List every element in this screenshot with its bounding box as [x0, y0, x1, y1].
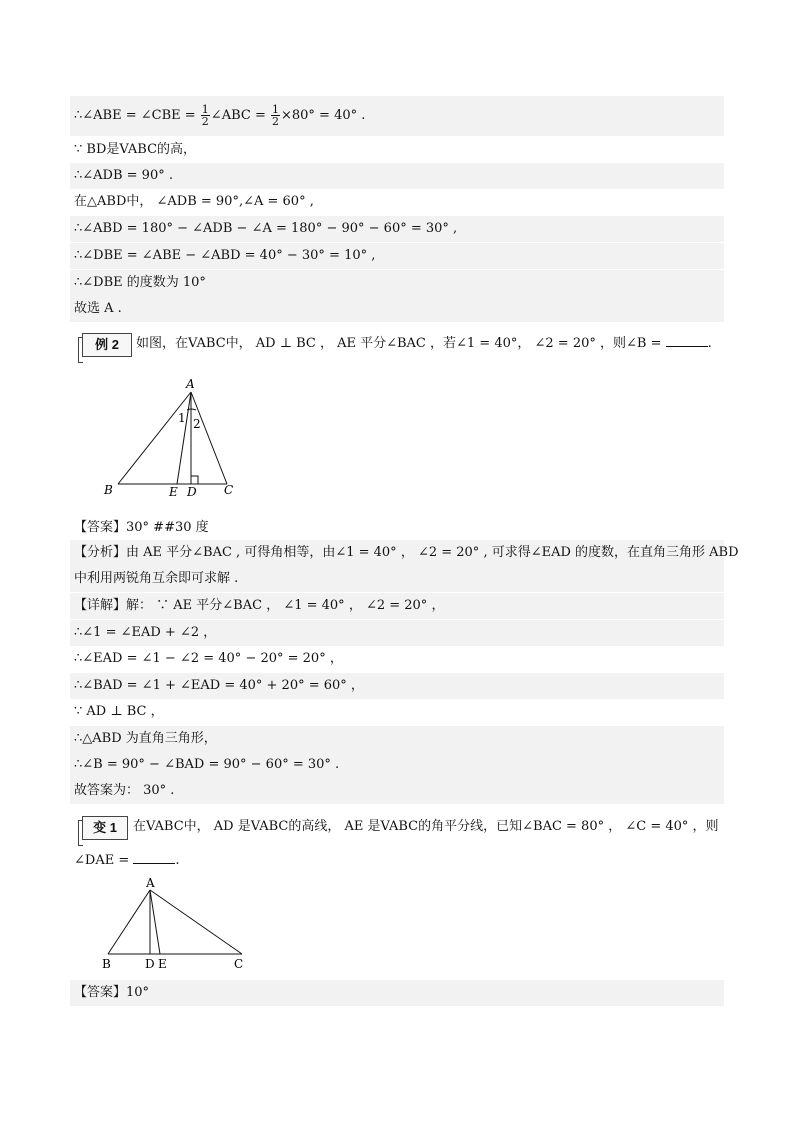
label-D: D [145, 957, 155, 971]
detail-line: ∴△ABD 为直角三角形， [70, 726, 724, 752]
triangle-figure-example2 [100, 376, 245, 501]
label-A: A [186, 377, 195, 391]
solution-line: ∴∠DBE 的度数为 10° [70, 270, 724, 296]
solution-text: ×80° = 40° . [280, 108, 366, 123]
segment-AE [177, 392, 191, 484]
label-E: E [169, 485, 178, 499]
label-angle-1: 1 [178, 411, 186, 425]
label-D: D [187, 485, 197, 499]
detail-line: ∴∠BAD = ∠1 + ∠EAD = 40° + 20° = 60° ， [70, 673, 724, 699]
label-C: C [234, 957, 244, 971]
detail-line: 【详解】解： ∵ AE 平分∠BAC ， ∠1 = 40° ， ∠2 = 20° ， [70, 593, 724, 619]
example-question [136, 333, 712, 355]
example-label: 例 2 [82, 333, 132, 357]
label-C: C [224, 483, 234, 497]
label-E: E [158, 957, 167, 971]
fraction-numerator: 1 [271, 103, 279, 116]
solution-line: ∵ BD是VABC的高， [74, 142, 197, 157]
fraction-numerator: 1 [201, 103, 209, 116]
variant-question-line2 [74, 850, 180, 872]
question-text: 如图，在VABC中， AD ⊥ BC ， AE 平分∠BAC ，若∠1 = 40°， ∠2 = 20° ，则∠B = [136, 336, 662, 351]
fraction [201, 104, 210, 127]
solution-line: 故选 A . [70, 296, 724, 322]
solution-line: 在△ABD中， ∠ADB = 90°,∠A = 60° , [74, 194, 314, 209]
answer-blank [666, 334, 708, 347]
fraction-denominator: 2 [271, 115, 279, 128]
right-angle-mark [191, 476, 198, 484]
solution-line [70, 96, 724, 136]
question-end: . [707, 336, 712, 351]
label-angle-2: 2 [193, 417, 201, 431]
analysis-line: 【分析】由 AE 平分∠BAC , 可得角相等，由∠1 = 40° ， ∠2 = 20° , 可求得∠EAD 的度数，在直角三角形 ABD [70, 540, 724, 566]
detail-line: ∴∠EAD = ∠1 − ∠2 = 40° − 20° = 20° ， [74, 651, 343, 666]
detail-line: ∴∠1 = ∠EAD + ∠2 ， [70, 620, 724, 646]
solution-line: ∴∠ADB = 90° . [70, 163, 724, 189]
detail-line: ∵ AD ⊥ BC ， [74, 704, 164, 719]
solution-line: ∴∠ABD = 180° − ∠ADB − ∠A = 180° − 90° − 60° = 30° , [70, 216, 724, 242]
fraction [271, 104, 280, 127]
label-A: A [146, 876, 155, 890]
side-AC [150, 890, 242, 954]
fraction-denominator: 2 [201, 115, 209, 128]
answer-line: 【答案】10° [70, 980, 724, 1006]
label-B: B [102, 957, 111, 971]
question-end: . [175, 853, 180, 868]
variant-question: 在VABC中， AD 是VABC的高线， AE 是VABC的角平分线，已知∠BAC = 80° ， ∠C = 40° ，则 [133, 819, 719, 834]
triangle-figure-variant1 [96, 876, 251, 972]
question-text: ∠DAE = [74, 853, 130, 868]
side-AB [108, 890, 150, 954]
answer-line: 【答案】30° ##30 度 [74, 520, 209, 535]
answer-blank [133, 851, 175, 864]
side-AC [191, 392, 227, 484]
solution-line: ∴∠DBE = ∠ABE − ∠ABD = 40° − 30° = 10° , [70, 243, 724, 269]
analysis-line: 中利用两锐角互余即可求解 . [70, 566, 724, 592]
side-AB [118, 392, 191, 484]
solution-text: ∠ABC = [210, 108, 270, 123]
detail-line: 故答案为： 30° . [70, 778, 724, 804]
detail-line: ∴∠B = 90° − ∠BAD = 90° − 60° = 30° . [70, 752, 724, 778]
segment-AE [150, 890, 160, 954]
solution-text: ∴∠ABE = ∠CBE = [74, 108, 200, 123]
variant-label: 变 1 [82, 816, 128, 840]
label-B: B [104, 483, 113, 497]
